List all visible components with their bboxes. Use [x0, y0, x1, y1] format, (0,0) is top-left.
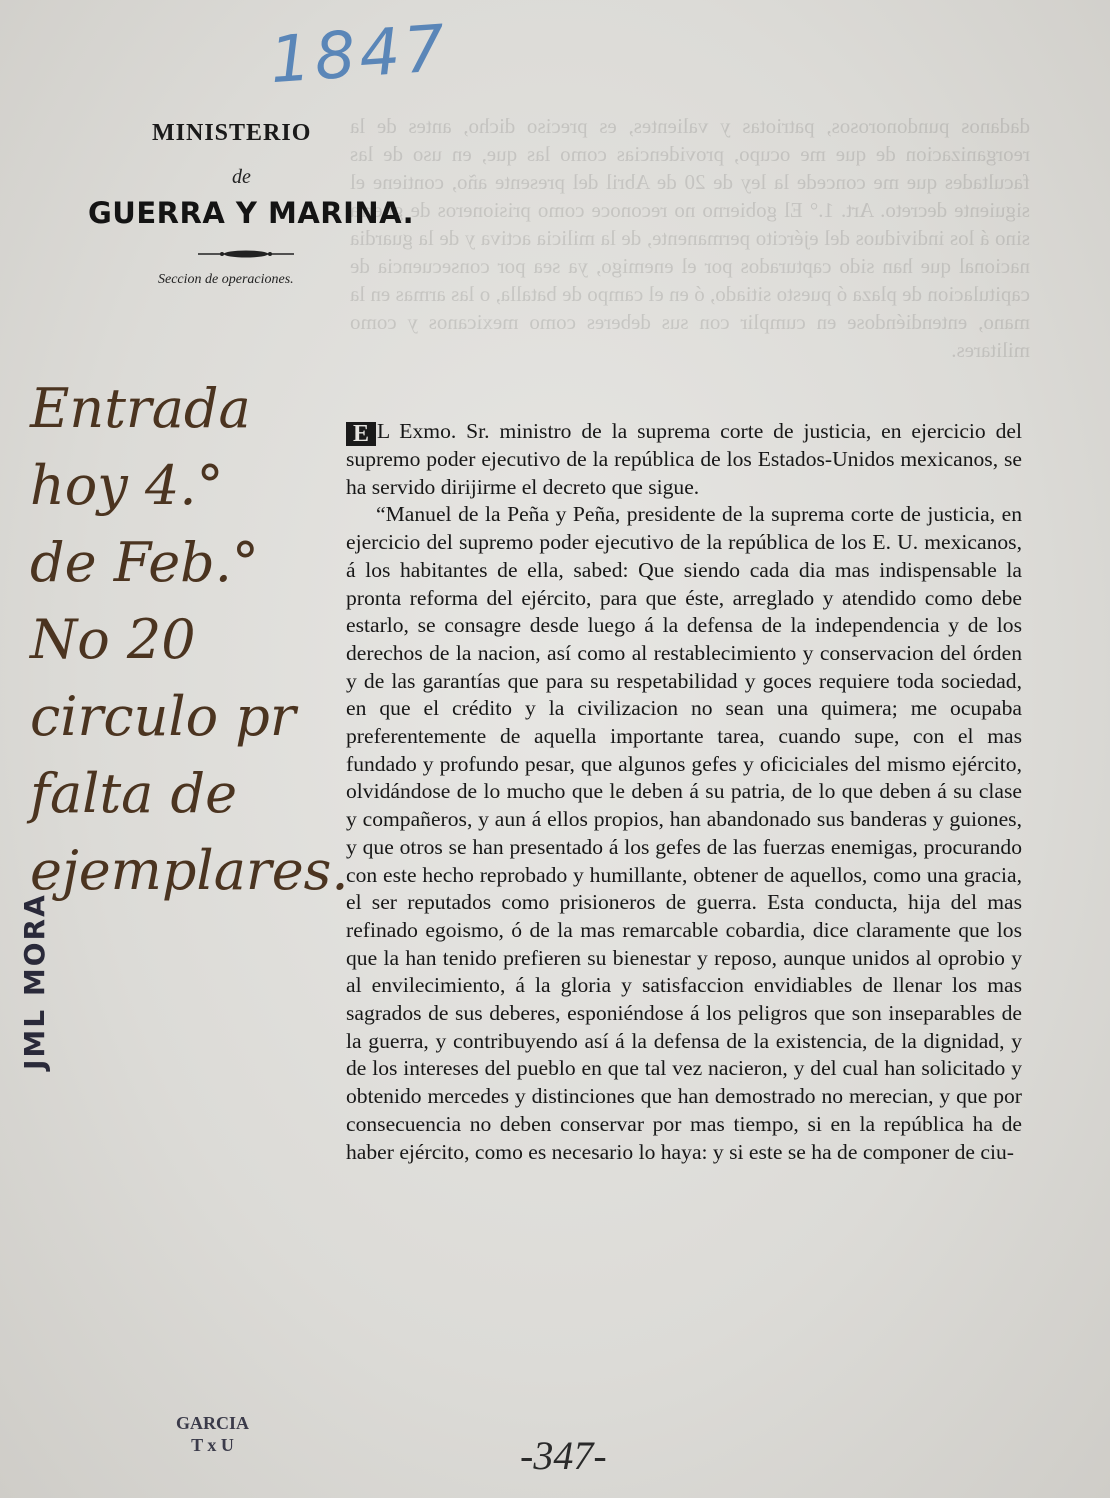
collection-stamp: JML MORA: [18, 893, 51, 1070]
margin-note-line: hoy 4.°: [30, 454, 224, 517]
ornament-divider: [196, 248, 296, 260]
margin-note-line: falta de: [30, 762, 238, 825]
bleed-through-text: dadanos pundonorosos, patriotas y valientes, es preciso dicho, antes de la reorganizacion de que me ocupo, providencias como las que, en uso de las facultades que me concede la ley de 20 de Abril del presente año, contiene el siguiente decreto. Art. 1.° El gobierno no reconoce como prisioneros de guerra sino á los individuos del ejército permanente, de la milicia activa y de la guardia nacional que han sido capturados por el enemigo, ya sea por consecuencia de capitulacion de plaza ó puesto sitiado, ó en el campo de batalla, o las armas en la mano, entendiéndose en cumplir con sus deberes como mexicanos y como militares.: [350, 114, 1030, 362]
library-stamp: [176, 1412, 249, 1456]
section-label: Seccion de operaciones.: [158, 272, 294, 287]
handwritten-year: 1847: [267, 11, 452, 99]
decree-body: [346, 418, 1022, 1166]
decree-paragraph-2: “Manuel de la Peña y Peña, presidente de la suprema corte de justicia, en ejercicio del supremo poder ejecutivo de la república de los E. U. mexicanos, á los habitantes de ella, sabed: Que siendo cada dia mas indispensable la pronta reforma del ejército, para que éste, arreglado y atendido como debe estarlo, se consagre desde luego á la defensa de la independencia y de los derechos de la nacion, así como al restablecimiento y conservacion del órden y de las garantías que para su respetabilidad y goces requiere toda sociedad, en que el crédito y la civilizacion no sean una quimera; me ocupaba preferentemente de aquella importante tarea, cuando supe, con el mas fundado y profundo pesar, que algunos gefes y oficiciales del mismo ejército, olvidándose de lo mucho que le deben á su patria, de lo que deben á su clase y compañeros, y aun á ellos propios, han abandonado sus banderas y guiones, y que otros se han presentado á los gefes de las fuerzas enemigas, procurando con este hecho reprobado y humillante, obtener de aquellos, como una gracia, el ser reputados como prisioneros de guerra. Esta conducta, hija del mas refinado egoismo, ó de la mas remarcable cobardia, dice claramente que los que la han tenido prefieren su bienestar y reposo, aunque unidos al oprobio y al envilecimiento, á la gloria y satisfaccion envidiables de llenar los mas sagrados de sus deberes, esponiéndose á los peligros que son inseparables de la guerra, y contribuyendo así á la defensa de la existencia, de la dignidad, y de los intereses del pueblo en que tal vez nacieron, y del cual han solicitado y obtenido mercedes y distinciones que han demostrado no merecian, y que por consecuencia no deben conservar por mas tiempo, si en la república ha de haber ejército, como es necesario lo haya: y si este se ha de componer de ciu-: [346, 502, 1022, 1164]
library-stamp-line2: T x U: [191, 1435, 234, 1455]
paragraph-1-text: L Exmo. Sr. ministro de la suprema corte de justicia, en ejercicio del supremo poder ejecutivo de la república de los Estados-Unidos mexicanos, se ha servido dirijirme el decreto que sigue.: [346, 419, 1022, 499]
library-stamp-line1: GARCIA: [176, 1413, 250, 1433]
margin-note-line: de Feb.°: [30, 531, 259, 594]
handwritten-margin-note: [30, 370, 349, 909]
ministry-de: de: [232, 166, 251, 188]
margin-note-line: ejemplares.: [30, 839, 349, 902]
ministry-title: MINISTERIO: [152, 120, 312, 146]
margin-note-line: circulo pr: [30, 685, 296, 748]
ministry-subtitle: GUERRA Y MARINA.: [88, 196, 415, 230]
margin-note-line: Entrada: [30, 377, 251, 440]
page-number: -347-: [520, 1433, 607, 1478]
decree-paragraph-1: [346, 418, 1022, 501]
drop-cap: E: [346, 422, 376, 446]
margin-note-line: No 20: [30, 608, 196, 671]
